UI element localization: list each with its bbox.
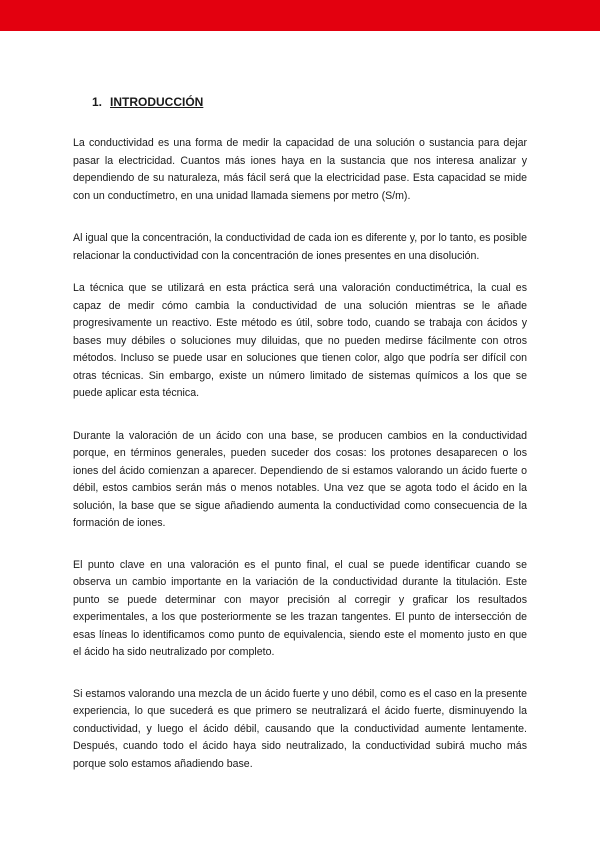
header-bar	[0, 0, 600, 31]
paragraph-4: Durante la valoración de un ácido con una base, se producen cambios en la conductividad porque, en términos generales, pueden suceder dos cosas: los protones desaparecen o los iones del ácido comienzan a aparecer. Dependiendo de si estamos valorando un ácido fuerte o débil, estos cambios serán más o menos notables. Una vez que se agota todo el ácido en la solución, la base que se sigue añadiendo aumenta la conductividad como consecuencia de la formación de iones.	[73, 429, 527, 529]
document-body	[73, 95, 527, 773]
paragraph-2: Al igual que la concentración, la conductividad de cada ion es diferente y, por lo tanto, es posible relacionar la conductividad con la concentración de iones presentes en una disolución.	[73, 232, 527, 262]
section-number: 1.	[92, 95, 103, 109]
paragraph-1: La conductividad es una forma de medir la capacidad de una solución o sustancia para dejar pasar la electricidad. Cuantos más iones haya en la sustancia que nos interesa analizar y dependiendo de su naturaleza, más fácil será que la electricidad pase. Esta capacidad se mide con un conductímetro, en una unidad llamada siemens por metro (S/m).	[73, 137, 527, 202]
section-title: INTRODUCCIÓN	[110, 95, 204, 109]
paragraph-3: La técnica que se utilizará en esta práctica será una valoración conductimétrica, la cual es capaz de medir cómo cambia la conductividad de una solución mientras se le añade progresivamente un reactivo. Este método es útil, sobre todo, cuando se trabaja con ácidos y bases muy débiles o soluciones muy diluidas, que no pueden medirse fácilmente con otros métodos. Incluso se puede usar en soluciones que tienen color, algo que podría ser difícil con otras técnicas. Sin embargo, existe un número limitado de sistemas químicos a los que se puede aplicar esta técnica.	[73, 282, 527, 399]
section-heading	[92, 95, 527, 109]
paragraph-6: Si estamos valorando una mezcla de un ácido fuerte y uno débil, como es el caso en la presente experiencia, lo que sucederá es que primero se neutralizará el ácido fuerte, disminuyendo la conductividad, y luego el ácido débil, causando que la conductividad aumente lentamente. Después, cuando todo el ácido haya sido neutralizado, la conductividad subirá mucho más porque solo estamos añadiendo base.	[73, 687, 527, 770]
paragraph-5: El punto clave en una valoración es el punto final, el cual se puede identificar cuando se observa un cambio importante en la variación de la conductividad durante la titulación. Este punto se puede determinar con mayor precisión al corregir y graficar los resultados experimentales, a los que posteriormente se les trazan tangentes. El punto de intersección de esas líneas lo identificamos como punto de equivalencia, siendo este el momento justo en que el ácido ha sido neutralizado por completo.	[73, 558, 527, 658]
